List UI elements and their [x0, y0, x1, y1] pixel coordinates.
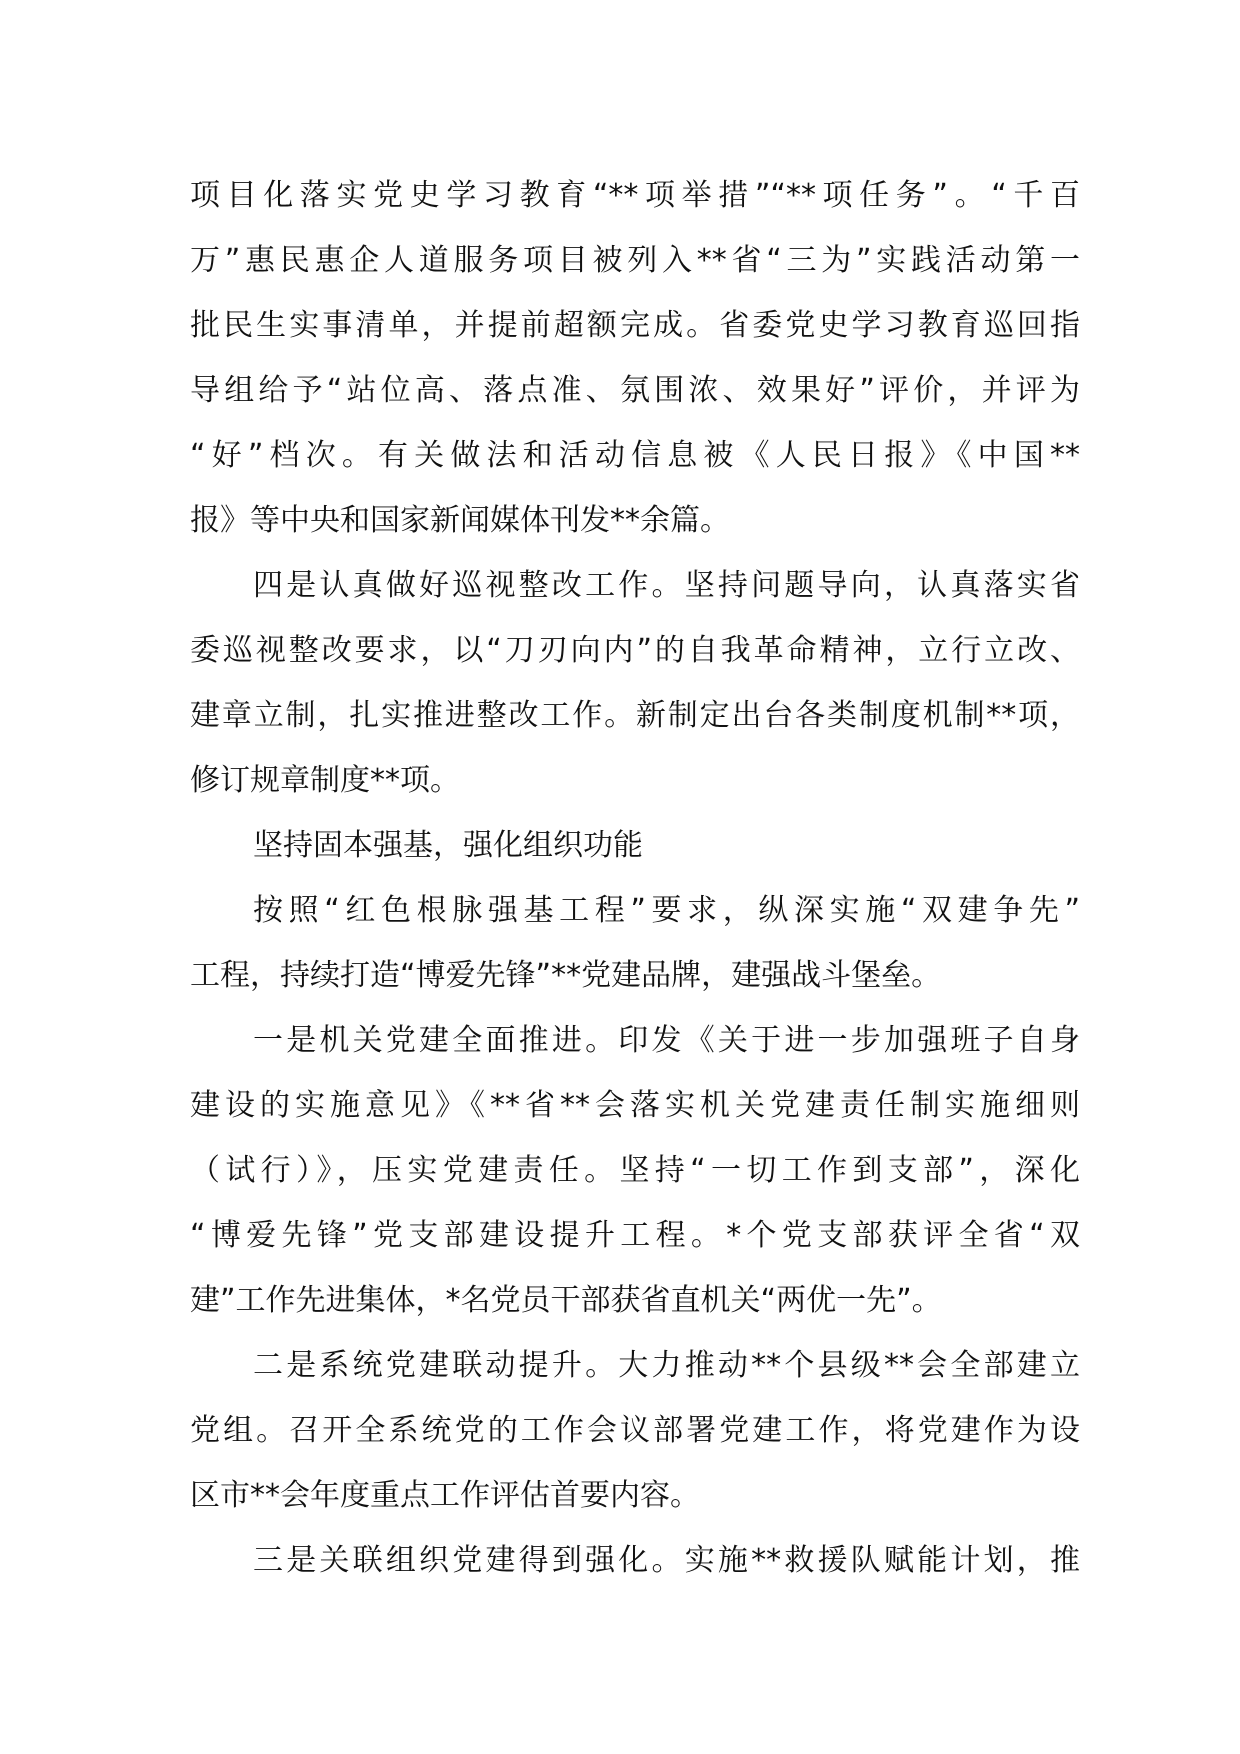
text-line: 三是关联组织党建得到强化。实施**救援队赋能计划，推	[253, 1543, 1080, 1578]
text-line: 二是系统党建联动提升。大力推动**个县级**会全部建立	[253, 1348, 1080, 1383]
text-line: 委巡视整改要求，以“刀刃向内”的自我革命精神，立行立改、	[190, 633, 1080, 668]
text-line: “好”档次。有关做法和活动信息被《人民日报》《中国**	[190, 438, 1080, 473]
text-line: 修订规章制度**项。	[190, 763, 460, 798]
text-line: 万”惠民惠企人道服务项目被列入**省“三为”实践活动第一	[190, 243, 1080, 278]
text-line: 坚持固本强基，强化组织功能	[253, 828, 643, 863]
text-line: 建章立制，扎实推进整改工作。新制定出台各类制度机制**项，	[190, 698, 1080, 733]
text-line: 项目化落实党史学习教育“**项举措”“**项任务”。“千百	[190, 178, 1080, 213]
text-line: 工程，持续打造“博爱先锋”**党建品牌，建强战斗堡垒。	[190, 958, 942, 993]
text-line: 四是认真做好巡视整改工作。坚持问题导向，认真落实省	[253, 568, 1080, 603]
text-line: 一是机关党建全面推进。印发《关于进一步加强班子自身	[253, 1023, 1080, 1058]
text-line: 建”工作先进集体，*名党员干部获省直机关“两优一先”。	[190, 1283, 942, 1318]
text-line: “博爱先锋”党支部建设提升工程。*个党支部获评全省“双	[190, 1218, 1080, 1253]
text-line: （试行）》，压实党建责任。坚持“一切工作到支部”，深化	[190, 1153, 1080, 1188]
text-line: 党组。召开全系统党的工作会议部署党建工作，将党建作为设	[190, 1413, 1080, 1448]
text-line: 批民生实事清单，并提前超额完成。省委党史学习教育巡回指	[190, 308, 1080, 343]
document-body	[190, 163, 1080, 1593]
text-line: 建设的实施意见》《**省**会落实机关党建责任制实施细则	[190, 1088, 1080, 1123]
text-line: 按照“红色根脉强基工程”要求，纵深实施“双建争先”	[253, 893, 1080, 928]
text-line: 报》等中央和国家新闻媒体刊发**余篇。	[190, 503, 730, 538]
text-line: 区市**会年度重点工作评估首要内容。	[190, 1478, 700, 1513]
text-line: 导组给予“站位高、落点准、氛围浓、效果好”评价，并评为	[190, 373, 1080, 408]
